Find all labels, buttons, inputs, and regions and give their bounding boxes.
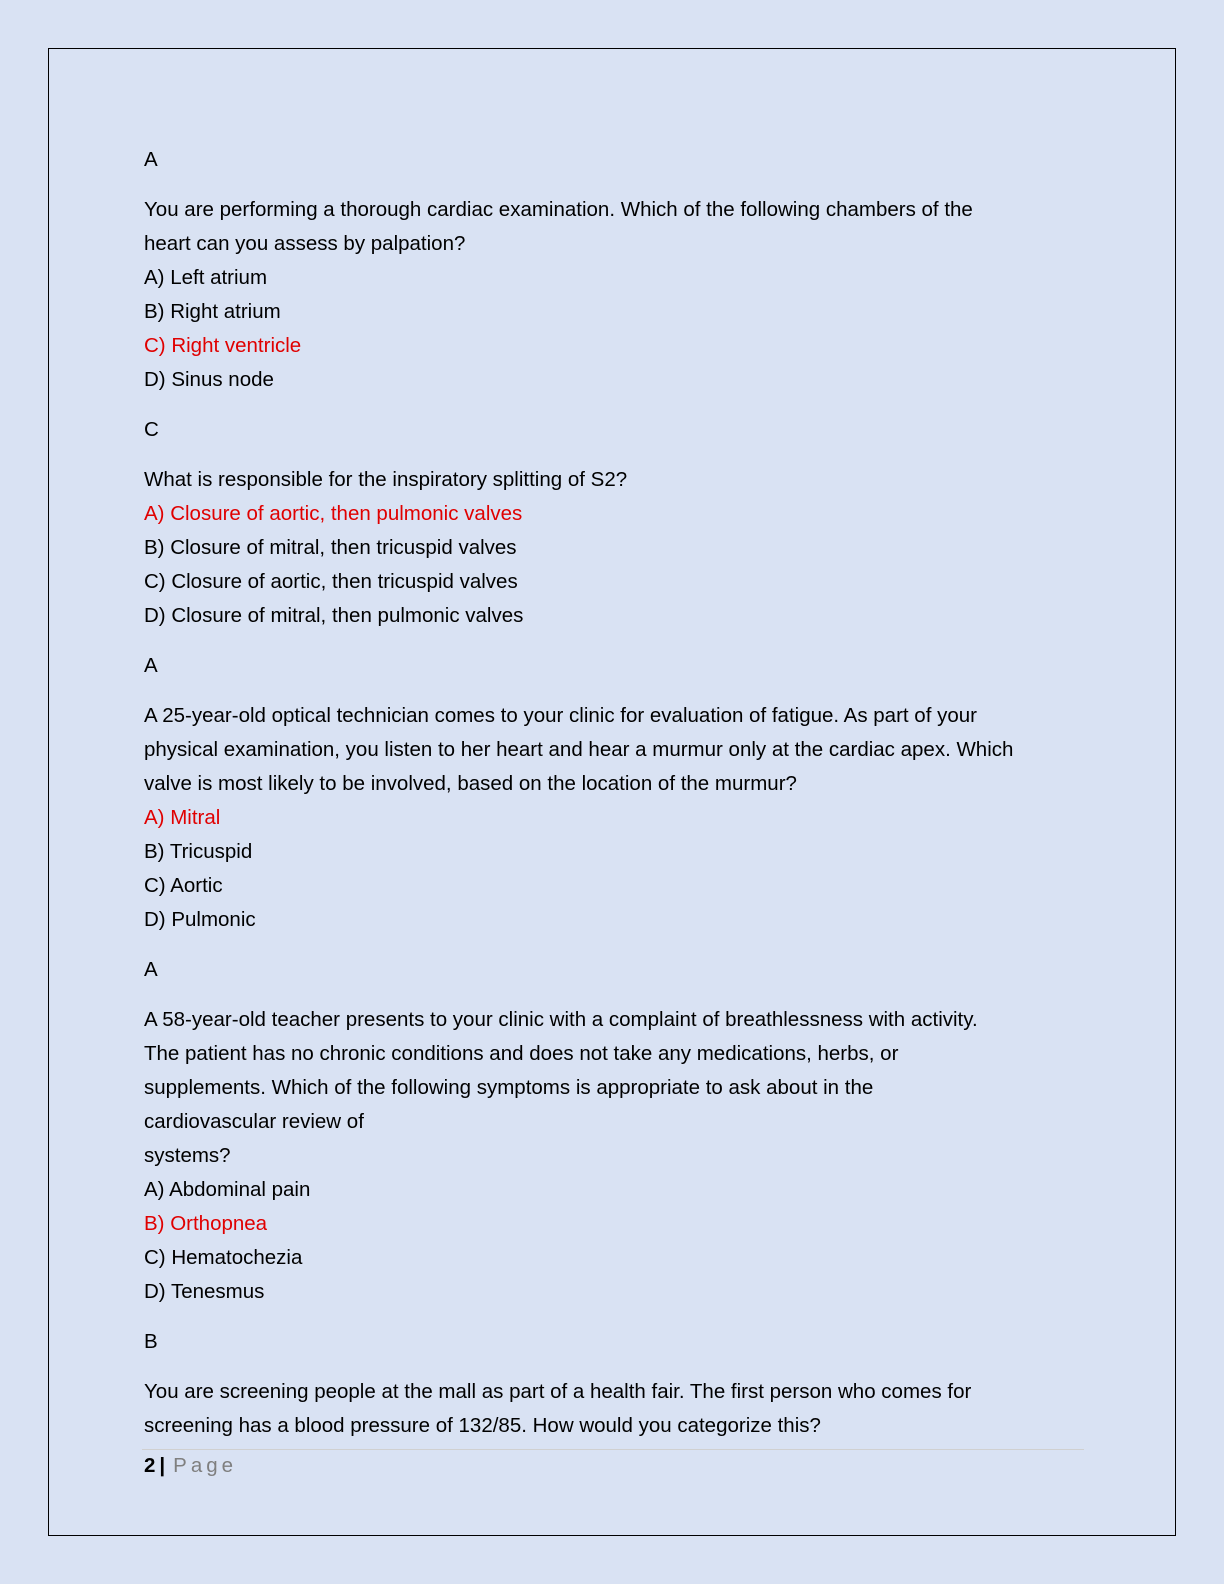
question-1	[144, 193, 1084, 261]
option: A) Left atrium	[144, 266, 268, 289]
question-text-line: cardiovascular review of	[144, 1110, 364, 1133]
question-text-line: systems?	[144, 1144, 231, 1167]
correct-option: A) Closure of aortic, then pulmonic valves	[144, 502, 523, 525]
question-text-line: The patient has no chronic conditions and does not take any medications, herbs, or	[144, 1042, 899, 1065]
footer-separator: |	[159, 1454, 166, 1477]
page-footer	[144, 1453, 237, 1479]
page-label: Page	[173, 1454, 238, 1477]
options-2	[144, 497, 1084, 633]
question-2	[144, 463, 1084, 497]
question-text-line: A 25-year-old optical technician comes to your clinic for evaluation of fatigue. As part of your	[144, 704, 977, 727]
question-text-line: supplements. Which of the following symptoms is appropriate to ask about in the	[144, 1076, 874, 1099]
question-text-line: You are screening people at the mall as part of a health fair. The first person who comes for	[144, 1380, 972, 1403]
question-5	[144, 1375, 1084, 1443]
question-text-line: What is responsible for the inspiratory splitting of S2?	[144, 468, 628, 491]
question-text-line: You are performing a thorough cardiac examination. Which of the following chambers of the	[144, 198, 973, 221]
option: B) Right atrium	[144, 300, 281, 323]
answer-letter: C	[144, 418, 159, 441]
correct-option: A) Mitral	[144, 806, 221, 829]
question-text-line: A 58-year-old teacher presents to your clinic with a complaint of breathlessness with activity.	[144, 1008, 978, 1031]
answer-letter: A	[144, 958, 158, 981]
option: D) Tenesmus	[144, 1280, 265, 1303]
question-text-line: physical examination, you listen to her heart and hear a murmur only at the cardiac apex. Which	[144, 738, 1014, 761]
answer-letter: A	[144, 148, 158, 171]
question-text-line: valve is most likely to be involved, based on the location of the murmur?	[144, 772, 797, 795]
option: B) Closure of mitral, then tricuspid valves	[144, 536, 517, 559]
options-4	[144, 1173, 1084, 1309]
option: A) Abdominal pain	[144, 1178, 311, 1201]
option: C) Aortic	[144, 874, 223, 897]
option: B) Tricuspid	[144, 840, 253, 863]
correct-option: B) Orthopnea	[144, 1212, 268, 1235]
option: D) Sinus node	[144, 368, 274, 391]
option: D) Closure of mitral, then pulmonic valves	[144, 604, 524, 627]
answer-letter: A	[144, 654, 158, 677]
option: D) Pulmonic	[144, 908, 256, 931]
question-text-line: heart can you assess by palpation?	[144, 232, 466, 255]
options-1	[144, 261, 1084, 397]
question-4	[144, 1003, 1084, 1173]
option: C) Hematochezia	[144, 1246, 303, 1269]
question-3	[144, 699, 1084, 801]
question-text-line: screening has a blood pressure of 132/85. How would you categorize this?	[144, 1414, 821, 1437]
correct-option: C) Right ventricle	[144, 334, 302, 357]
answer-letter: B	[144, 1330, 158, 1353]
footer-divider	[142, 1449, 1084, 1450]
page-number: 2	[144, 1454, 156, 1477]
options-3	[144, 801, 1084, 937]
document-content	[144, 143, 1084, 1443]
option: C) Closure of aortic, then tricuspid valves	[144, 570, 518, 593]
